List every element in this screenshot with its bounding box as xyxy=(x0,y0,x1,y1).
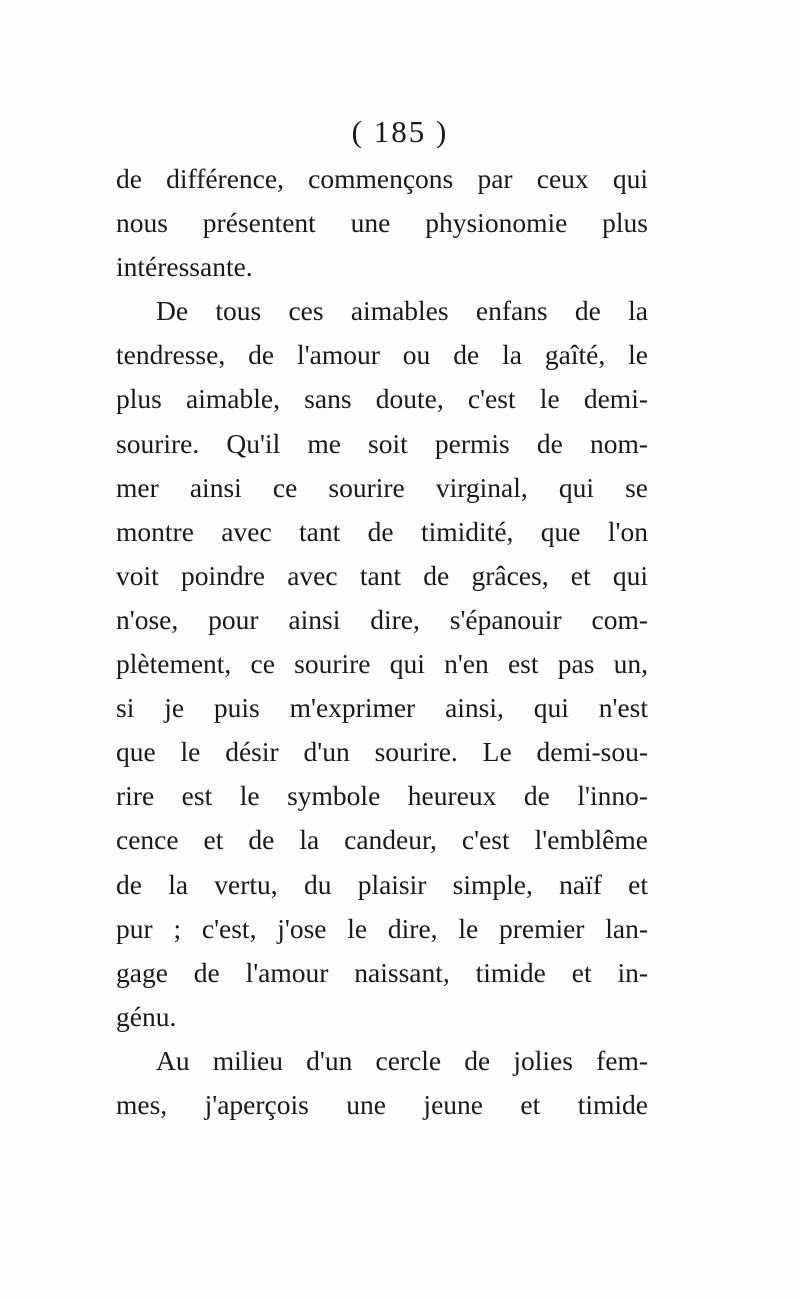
text-line: de la vertu, du plaisir simple, naïf et xyxy=(116,868,648,900)
text-line: nous présentent une physionomie plus xyxy=(116,207,648,239)
text-line: plètement, ce sourire qui n'en est pas un, xyxy=(116,648,648,680)
text-line: De tous ces aimables enfans de la xyxy=(156,295,648,327)
text-line: mes, j'aperçois une jeune et timide xyxy=(116,1088,648,1120)
text-line: cence et de la candeur, c'est l'emblême xyxy=(116,824,648,856)
text-line: gage de l'amour naissant, timide et in- xyxy=(116,956,648,988)
text-line: Au milieu d'un cercle de jolies fem- xyxy=(156,1044,648,1076)
body-text xyxy=(116,157,648,1127)
text-line: montre avec tant de timidité, que l'on xyxy=(116,515,648,547)
page-number: ( 185 ) xyxy=(351,114,449,149)
text-line: génu. xyxy=(116,1000,177,1032)
text-line: pur ; c'est, j'ose le dire, le premier lan- xyxy=(116,912,648,944)
text-line: mer ainsi ce sourire virginal, qui se xyxy=(116,471,648,503)
text-line: sourire. Qu'il me soit permis de nom- xyxy=(116,427,648,459)
text-line: voit poindre avec tant de grâces, et qui xyxy=(116,559,648,591)
text-line: que le désir d'un sourire. Le demi-sou- xyxy=(116,736,648,768)
text-line: de différence, commençons par ceux qui xyxy=(116,163,648,194)
text-line: si je puis m'exprimer ainsi, qui n'est xyxy=(116,692,648,724)
text-line: n'ose, pour ainsi dire, s'épanouir com- xyxy=(116,603,648,635)
text-line: intéressante. xyxy=(116,251,253,283)
text-line: plus aimable, sans doute, c'est le demi- xyxy=(116,383,648,415)
text-line: tendresse, de l'amour ou de la gaîté, le xyxy=(116,339,648,371)
text-line: rire est le symbole heureux de l'inno- xyxy=(116,780,648,812)
